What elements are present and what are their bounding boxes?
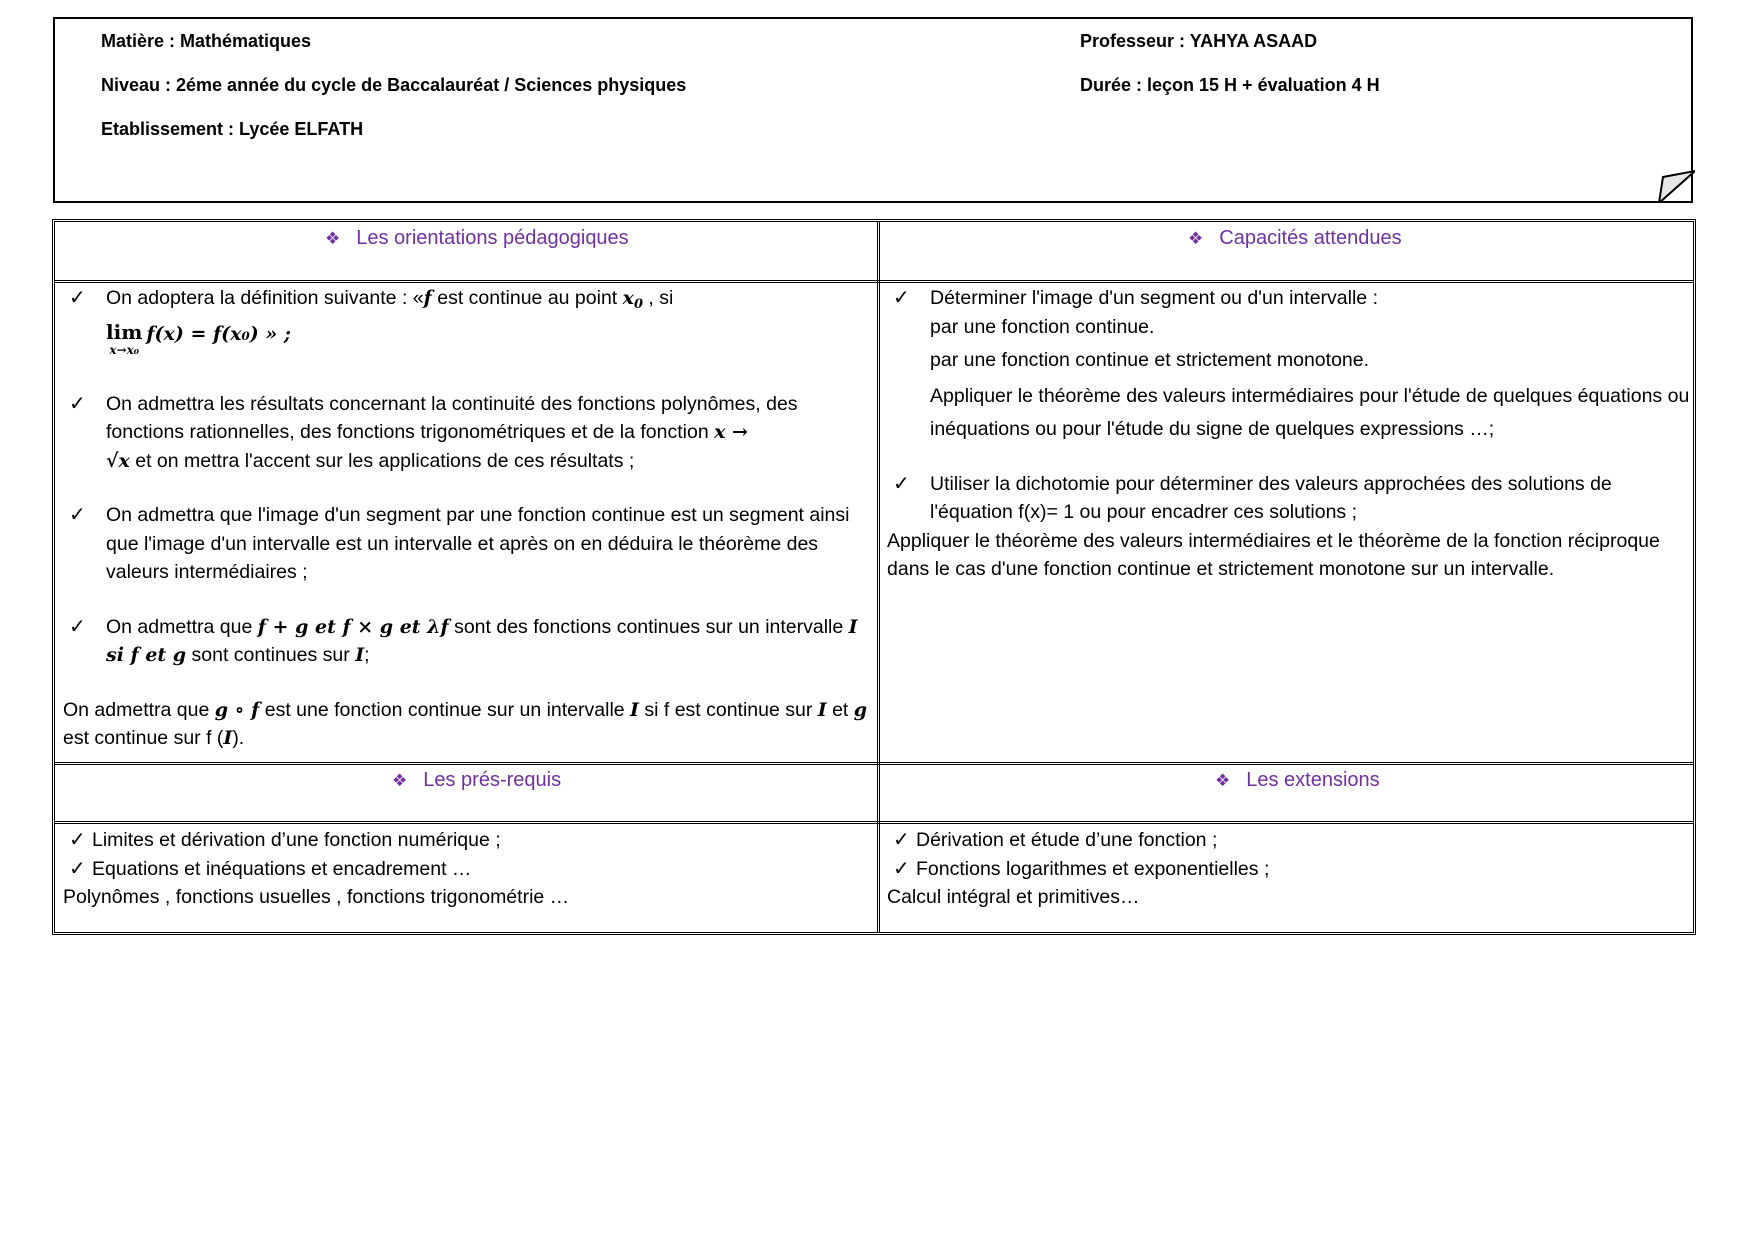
list-item: ✓ On admettra les résultats concernant la continuité des fonctions polynômes, des fonctions rationnelles, des fonctions trigonométriques et de la fonction x → √x et on mettra l'accent sur les applications de ces résultats ;	[63, 390, 871, 476]
checkmark-icon: ✓	[893, 857, 910, 880]
list-item: ✓ On adoptera la définition suivante : «f est continue au point $x_0$ , si lim x→x₀ f(x) = f(x₀) » ;	[63, 284, 871, 356]
professeur-label: Professeur : YAHYA ASAAD	[1080, 31, 1318, 51]
orientations-content	[63, 284, 871, 753]
diamond-bullet-icon: ❖	[1188, 229, 1204, 248]
checkmark-icon: ✓	[69, 857, 86, 880]
list-item: ✓ Déterminer l'image d'un segment ou d'un intervalle : par une fonction continue. par une fonction continue et strictement monotone. Appliquer le théorème des valeurs intermédiaires pour l'étude de quelques équations ou inéquations ou pour l'étude du signe de quelques expressions …;	[887, 284, 1691, 446]
limit-expression: lim x→x₀	[106, 319, 143, 357]
checkmark-icon: ✓	[69, 829, 86, 851]
checkmark-icon: ✓	[893, 829, 910, 851]
checkmark-icon: ✓	[69, 615, 86, 638]
list-item: ✓ On admettra que l'image d'un segment par une fonction continue est un segment ainsi que l'image d'un intervalle est un intervalle et après on en déduira le théorème des valeurs intermédiaires ;	[63, 501, 871, 587]
programme-table	[52, 219, 1696, 935]
checkmark-icon: ✓	[893, 287, 910, 309]
list-item: ✓ Limites et dérivation d’une fonction numérique ;	[63, 826, 871, 855]
checkmark-icon: ✓	[69, 504, 86, 526]
extensions-title: ❖ Les extensions	[1215, 769, 1380, 791]
capacites-title: ❖ Capacités attendues	[1188, 227, 1402, 249]
orientations-title: ❖ Les orientations pédagogiques	[325, 227, 629, 249]
list-item: ✓ On admettra que f + g et f × g et λf sont des fonctions continues sur un intervalle I si f et g sont continues sur I;	[63, 613, 871, 670]
checkmark-icon: ✓	[69, 287, 86, 309]
checkmark-icon: ✓	[893, 472, 910, 495]
table-divider	[877, 222, 880, 932]
list-item: ✓ Utiliser la dichotomie pour déterminer des valeurs approchées des solutions de l'équation f(x)= 1 ou pour encadrer ces solutions ;	[887, 470, 1691, 527]
extensions-content	[887, 826, 1691, 912]
table-divider	[55, 762, 1693, 765]
diamond-bullet-icon: ❖	[392, 771, 408, 790]
list-item: ✓ Fonctions logarithmes et exponentielles ;	[887, 855, 1691, 884]
prerequis-title: ❖ Les prés-requis	[392, 769, 562, 791]
prerequis-content	[63, 826, 871, 912]
checkmark-icon: ✓	[69, 392, 86, 415]
duree-label: Durée : leçon 15 H + évaluation 4 H	[1080, 75, 1380, 95]
diamond-bullet-icon: ❖	[325, 229, 341, 248]
matiere-label: Matière : Mathématiques	[101, 31, 312, 51]
header-box	[53, 17, 1693, 203]
table-divider	[55, 821, 1693, 824]
capacites-content	[887, 284, 1691, 584]
etablissement-label: Etablissement : Lycée ELFATH	[101, 119, 364, 139]
prerequis-paragraph: Polynômes , fonctions usuelles , fonctions trigonométrie …	[63, 886, 570, 908]
orientations-paragraph: On admettra que g ∘ f est une fonction continue sur un intervalle I si f est continue sur I et g est continue sur f (I).	[63, 698, 868, 749]
page-fold-icon	[1655, 169, 1695, 203]
niveau-label: Niveau : 2éme année du cycle de Baccalauréat / Sciences physiques	[101, 75, 687, 95]
list-item: ✓ Equations et inéquations et encadrement …	[63, 855, 871, 884]
diamond-bullet-icon: ❖	[1215, 771, 1231, 790]
capacites-paragraph: Appliquer le théorème des valeurs intermédiaires et le théorème de la fonction réciproque dans le cas d'une fonction continue et strictement monotone sur un intervalle.	[887, 529, 1660, 580]
table-divider	[55, 280, 1693, 283]
list-item: ✓ Dérivation et étude d’une fonction ;	[887, 826, 1691, 855]
extensions-paragraph: Calcul intégral et primitives…	[887, 886, 1140, 908]
